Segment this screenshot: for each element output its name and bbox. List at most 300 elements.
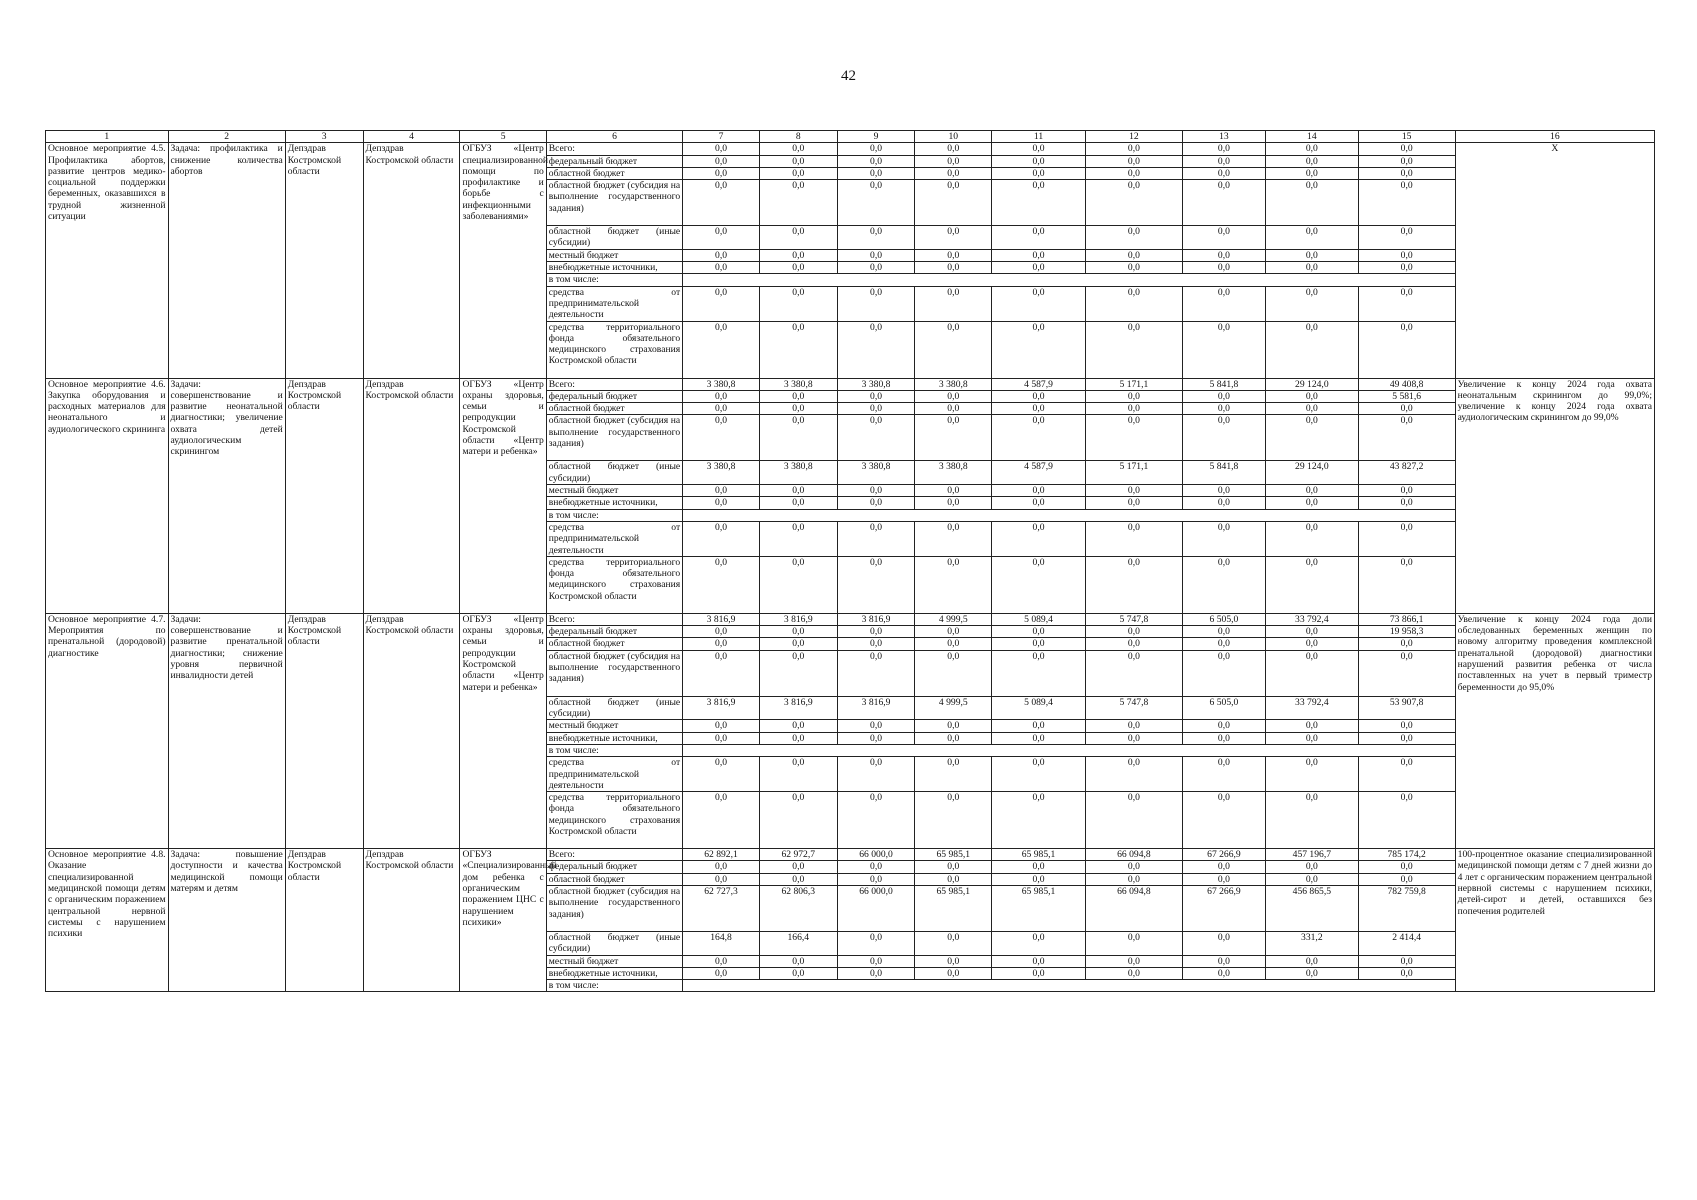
amount-cell: 0,0 <box>1182 226 1265 250</box>
amount-cell: 3 380,8 <box>759 378 837 390</box>
amount-cell: 0,0 <box>1358 249 1455 261</box>
amount-cell: 0,0 <box>759 720 837 732</box>
amount-cell: 0,0 <box>1182 262 1265 274</box>
amount-cell: 0,0 <box>1182 286 1265 321</box>
coordinator-cell: Депздрав Костромской области <box>285 849 363 992</box>
amount-cell: 0,0 <box>915 955 992 967</box>
amount-cell: 43 827,2 <box>1358 461 1455 485</box>
responsible-cell: Депздрав Костромской области <box>363 613 460 848</box>
amount-cell: 0,0 <box>1358 638 1455 650</box>
amount-cell: 0,0 <box>1358 155 1455 167</box>
amount-cell: 0,0 <box>837 497 915 509</box>
amount-cell: 0,0 <box>1358 556 1455 613</box>
amount-cell: 0,0 <box>759 521 837 556</box>
amount-cell: 0,0 <box>915 497 992 509</box>
amount-cell: 0,0 <box>915 226 992 250</box>
amount-cell: 0,0 <box>915 485 992 497</box>
amount-cell: 0,0 <box>915 757 992 792</box>
amount-cell: 0,0 <box>837 556 915 613</box>
amount-cell: 0,0 <box>837 321 915 378</box>
amount-cell: 0,0 <box>759 321 837 378</box>
amount-cell: 0,0 <box>837 967 915 979</box>
amount-cell: 0,0 <box>1085 638 1182 650</box>
amount-cell: 65 985,1 <box>915 849 992 861</box>
amount-cell: 0,0 <box>992 521 1086 556</box>
column-header: 4 <box>363 131 460 143</box>
amount-cell: 0,0 <box>1265 415 1358 461</box>
amount-cell: 0,0 <box>759 955 837 967</box>
amount-cell: 19 958,3 <box>1358 626 1455 638</box>
funding-source-label: в том числе: <box>546 980 682 992</box>
table-row <box>46 613 1655 625</box>
funding-source-label: местный бюджет <box>546 485 682 497</box>
amount-cell: 0,0 <box>759 226 837 250</box>
amount-cell: 0,0 <box>759 861 837 873</box>
funding-source-label: средства от предпринимательской деятельности <box>546 757 682 792</box>
measure-cell: Основное мероприятие 4.6. Закупка оборудования и расходных материалов для неонатального и аудиологического скрининга <box>46 378 169 613</box>
responsible-cell: Депздрав Костромской области <box>363 378 460 613</box>
amount-cell: 0,0 <box>1085 180 1182 226</box>
amount-cell: 0,0 <box>683 403 760 415</box>
amount-cell: 3 816,9 <box>759 613 837 625</box>
amount-cell: 0,0 <box>683 626 760 638</box>
amount-cell: 0,0 <box>759 757 837 792</box>
amount-cell: 0,0 <box>915 931 992 955</box>
amount-cell: 0,0 <box>759 415 837 461</box>
task-cell: Задача: повышение доступности и качества медицинской помощи матерям и детям <box>168 849 285 992</box>
funding-source-label: средства от предпринимательской деятельности <box>546 521 682 556</box>
task-cell: Задачи: совершенствование и развитие пренатальной диагностики; снижение уровня первичной инвалидности детей <box>168 613 285 848</box>
column-header: 6 <box>546 131 682 143</box>
amount-cell: 0,0 <box>992 403 1086 415</box>
amount-cell: 33 792,4 <box>1265 613 1358 625</box>
amount-cell: 66 000,0 <box>837 885 915 931</box>
amount-cell: 0,0 <box>992 262 1086 274</box>
funding-source-label: областной бюджет <box>546 638 682 650</box>
column-header: 7 <box>683 131 760 143</box>
amount-cell: 0,0 <box>837 143 915 155</box>
amount-cell: 0,0 <box>1085 556 1182 613</box>
funding-source-label: федеральный бюджет <box>546 390 682 402</box>
amount-cell: 0,0 <box>915 167 992 179</box>
amount-cell: 0,0 <box>837 249 915 261</box>
amount-cell: 65 985,1 <box>915 885 992 931</box>
amount-cell: 0,0 <box>992 167 1086 179</box>
amount-cell: 0,0 <box>683 180 760 226</box>
amount-cell: 5 581,6 <box>1358 390 1455 402</box>
amount-cell: 0,0 <box>1358 873 1455 885</box>
amount-cell: 0,0 <box>1265 556 1358 613</box>
funding-source-label: средства территориального фонда обязательного медицинского страхования Костромской области <box>546 792 682 849</box>
amount-cell: 4 999,5 <box>915 696 992 720</box>
amount-cell: 0,0 <box>759 180 837 226</box>
executor-cell: ОГБУЗ «Центр специализированной помощи по профилактике и борьбе с инфекционными заболеваниями» <box>460 143 546 378</box>
amount-cell: 0,0 <box>992 321 1086 378</box>
amount-cell: 0,0 <box>837 955 915 967</box>
amount-cell: 0,0 <box>992 732 1086 744</box>
amount-cell: 0,0 <box>915 732 992 744</box>
column-header: 12 <box>1085 131 1182 143</box>
amount-cell: 0,0 <box>1182 626 1265 638</box>
amount-cell: 0,0 <box>683 650 760 696</box>
amount-cell: 0,0 <box>759 873 837 885</box>
amount-cell: 0,0 <box>683 757 760 792</box>
amount-cell: 0,0 <box>1265 167 1358 179</box>
amount-cell: 0,0 <box>915 967 992 979</box>
amount-cell: 0,0 <box>1182 403 1265 415</box>
column-header: 1 <box>46 131 169 143</box>
amount-cell: 0,0 <box>837 415 915 461</box>
amount-cell: 0,0 <box>1182 415 1265 461</box>
amount-cell: 0,0 <box>1265 321 1358 378</box>
amount-cell: 0,0 <box>683 226 760 250</box>
amount-cell: 29 124,0 <box>1265 378 1358 390</box>
empty-amount-cell <box>683 980 1455 992</box>
amount-cell: 0,0 <box>1085 390 1182 402</box>
amount-cell: 6 505,0 <box>1182 613 1265 625</box>
column-header: 16 <box>1455 131 1654 143</box>
amount-cell: 0,0 <box>759 286 837 321</box>
amount-cell: 0,0 <box>837 861 915 873</box>
amount-cell: 0,0 <box>992 955 1086 967</box>
amount-cell: 0,0 <box>1085 143 1182 155</box>
amount-cell: 5 089,4 <box>992 613 1086 625</box>
amount-cell: 0,0 <box>759 650 837 696</box>
amount-cell: 0,0 <box>1265 626 1358 638</box>
funding-source-label: внебюджетные источники, <box>546 732 682 744</box>
amount-cell: 0,0 <box>915 155 992 167</box>
amount-cell: 0,0 <box>837 626 915 638</box>
amount-cell: 0,0 <box>992 415 1086 461</box>
amount-cell: 0,0 <box>1358 521 1455 556</box>
amount-cell: 785 174,2 <box>1358 849 1455 861</box>
funding-source-label: Всего: <box>546 849 682 861</box>
amount-cell: 0,0 <box>1085 167 1182 179</box>
amount-cell: 0,0 <box>1265 143 1358 155</box>
amount-cell: 0,0 <box>1085 403 1182 415</box>
responsible-cell: Депздрав Костромской области <box>363 143 460 378</box>
amount-cell: 0,0 <box>837 638 915 650</box>
amount-cell: 0,0 <box>992 626 1086 638</box>
amount-cell: 0,0 <box>992 720 1086 732</box>
responsible-cell: Депздрав Костромской области <box>363 849 460 992</box>
amount-cell: 0,0 <box>915 650 992 696</box>
amount-cell: 0,0 <box>759 485 837 497</box>
amount-cell: 3 380,8 <box>915 378 992 390</box>
amount-cell: 0,0 <box>1358 720 1455 732</box>
amount-cell: 0,0 <box>992 556 1086 613</box>
amount-cell: 0,0 <box>1358 485 1455 497</box>
amount-cell: 67 266,9 <box>1182 849 1265 861</box>
amount-cell: 0,0 <box>1265 955 1358 967</box>
amount-cell: 0,0 <box>1265 180 1358 226</box>
amount-cell: 5 171,1 <box>1085 378 1182 390</box>
amount-cell: 0,0 <box>837 226 915 250</box>
funding-source-label: областной бюджет (субсидия на выполнение государственного задания) <box>546 180 682 226</box>
amount-cell: 2 414,4 <box>1358 931 1455 955</box>
amount-cell: 3 816,9 <box>837 613 915 625</box>
amount-cell: 0,0 <box>759 732 837 744</box>
amount-cell: 0,0 <box>683 521 760 556</box>
amount-cell: 0,0 <box>992 155 1086 167</box>
amount-cell: 0,0 <box>1265 650 1358 696</box>
amount-cell: 0,0 <box>683 262 760 274</box>
amount-cell: 0,0 <box>837 390 915 402</box>
funding-source-label: в том числе: <box>546 274 682 286</box>
coordinator-cell: Депздрав Костромской области <box>285 613 363 848</box>
amount-cell: 0,0 <box>1182 180 1265 226</box>
funding-source-label: областной бюджет (субсидия на выполнение государственного задания) <box>546 650 682 696</box>
amount-cell: 0,0 <box>683 390 760 402</box>
amount-cell: 331,2 <box>1265 931 1358 955</box>
amount-cell: 0,0 <box>1085 521 1182 556</box>
amount-cell: 0,0 <box>1182 732 1265 744</box>
amount-cell: 0,0 <box>1085 262 1182 274</box>
funding-source-label: федеральный бюджет <box>546 626 682 638</box>
funding-source-label: областной бюджет (иные субсидии) <box>546 696 682 720</box>
funding-source-label: в том числе: <box>546 509 682 521</box>
empty-amount-cell <box>683 744 1455 756</box>
funding-source-label: областной бюджет <box>546 873 682 885</box>
amount-cell: 0,0 <box>1182 861 1265 873</box>
amount-cell: 0,0 <box>915 262 992 274</box>
amount-cell: 0,0 <box>683 720 760 732</box>
amount-cell: 0,0 <box>915 638 992 650</box>
amount-cell: 3 380,8 <box>837 461 915 485</box>
amount-cell: 66 094,8 <box>1085 849 1182 861</box>
header-row <box>46 131 1655 143</box>
amount-cell: 0,0 <box>992 638 1086 650</box>
amount-cell: 0,0 <box>915 180 992 226</box>
column-header: 9 <box>837 131 915 143</box>
amount-cell: 0,0 <box>1182 497 1265 509</box>
amount-cell: 0,0 <box>759 792 837 849</box>
amount-cell: 0,0 <box>1265 873 1358 885</box>
amount-cell: 0,0 <box>1265 485 1358 497</box>
amount-cell: 0,0 <box>1085 497 1182 509</box>
amount-cell: 5 747,8 <box>1085 696 1182 720</box>
amount-cell: 0,0 <box>1265 497 1358 509</box>
expected-result-cell: X <box>1455 143 1654 378</box>
amount-cell: 0,0 <box>837 720 915 732</box>
amount-cell: 0,0 <box>992 861 1086 873</box>
measure-cell: Основное мероприятие 4.8. Оказание специализированной медицинской помощи детям с органическим поражением центральной нервной системы с нарушением психики <box>46 849 169 992</box>
funding-source-label: внебюджетные источники, <box>546 497 682 509</box>
funding-source-label: местный бюджет <box>546 955 682 967</box>
amount-cell: 0,0 <box>1265 390 1358 402</box>
amount-cell: 0,0 <box>1358 967 1455 979</box>
amount-cell: 29 124,0 <box>1265 461 1358 485</box>
amount-cell: 0,0 <box>992 390 1086 402</box>
amount-cell: 0,0 <box>1182 521 1265 556</box>
amount-cell: 0,0 <box>837 732 915 744</box>
funding-source-label: средства территориального фонда обязательного медицинского страхования Костромской области <box>546 321 682 378</box>
funding-source-label: областной бюджет (иные субсидии) <box>546 461 682 485</box>
amount-cell: 0,0 <box>915 556 992 613</box>
amount-cell: 164,8 <box>683 931 760 955</box>
column-header: 15 <box>1358 131 1455 143</box>
amount-cell: 0,0 <box>1085 757 1182 792</box>
amount-cell: 0,0 <box>1085 792 1182 849</box>
amount-cell: 0,0 <box>992 180 1086 226</box>
coordinator-cell: Депздрав Костромской области <box>285 378 363 613</box>
amount-cell: 0,0 <box>1265 286 1358 321</box>
amount-cell: 0,0 <box>1358 286 1455 321</box>
amount-cell: 5 841,8 <box>1182 378 1265 390</box>
table-row <box>46 849 1655 861</box>
amount-cell: 0,0 <box>683 792 760 849</box>
amount-cell: 0,0 <box>1085 415 1182 461</box>
amount-cell: 0,0 <box>992 249 1086 261</box>
amount-cell: 0,0 <box>1358 321 1455 378</box>
amount-cell: 0,0 <box>1265 967 1358 979</box>
amount-cell: 0,0 <box>759 155 837 167</box>
amount-cell: 0,0 <box>759 497 837 509</box>
amount-cell: 0,0 <box>1182 792 1265 849</box>
amount-cell: 0,0 <box>837 155 915 167</box>
amount-cell: 0,0 <box>1085 861 1182 873</box>
amount-cell: 0,0 <box>915 792 992 849</box>
amount-cell: 0,0 <box>1085 931 1182 955</box>
amount-cell: 0,0 <box>759 143 837 155</box>
amount-cell: 0,0 <box>1182 720 1265 732</box>
amount-cell: 0,0 <box>992 931 1086 955</box>
amount-cell: 3 816,9 <box>683 696 760 720</box>
amount-cell: 0,0 <box>1085 485 1182 497</box>
measure-cell: Основное мероприятие 4.5. Профилактика абортов, развитие центров медико-социальной поддержки беременных, оказавшихся в трудной жизненной ситуации <box>46 143 169 378</box>
amount-cell: 0,0 <box>992 143 1086 155</box>
amount-cell: 0,0 <box>992 757 1086 792</box>
amount-cell: 0,0 <box>915 390 992 402</box>
empty-amount-cell <box>683 274 1455 286</box>
amount-cell: 0,0 <box>1265 226 1358 250</box>
column-header: 5 <box>460 131 546 143</box>
executor-cell: ОГБУЗ «Специализированный дом ребенка с органическим поражением ЦНС с нарушением психики» <box>460 849 546 992</box>
amount-cell: 0,0 <box>837 931 915 955</box>
funding-source-label: областной бюджет (иные субсидии) <box>546 226 682 250</box>
amount-cell: 0,0 <box>1358 861 1455 873</box>
task-cell: Задача: профилактика и снижение количества абортов <box>168 143 285 378</box>
amount-cell: 457 196,7 <box>1265 849 1358 861</box>
amount-cell: 0,0 <box>1358 403 1455 415</box>
funding-source-label: средства территориального фонда обязательного медицинского страхования Костромской области <box>546 556 682 613</box>
amount-cell: 49 408,8 <box>1358 378 1455 390</box>
amount-cell: 0,0 <box>1182 650 1265 696</box>
amount-cell: 782 759,8 <box>1358 885 1455 931</box>
amount-cell: 0,0 <box>1182 556 1265 613</box>
amount-cell: 3 380,8 <box>759 461 837 485</box>
amount-cell: 0,0 <box>683 732 760 744</box>
amount-cell: 4 999,5 <box>915 613 992 625</box>
funding-source-label: Всего: <box>546 378 682 390</box>
amount-cell: 0,0 <box>1182 757 1265 792</box>
amount-cell: 3 380,8 <box>683 461 760 485</box>
funding-source-label: федеральный бюджет <box>546 155 682 167</box>
amount-cell: 0,0 <box>683 497 760 509</box>
column-header: 3 <box>285 131 363 143</box>
amount-cell: 0,0 <box>1085 249 1182 261</box>
amount-cell: 0,0 <box>1265 638 1358 650</box>
amount-cell: 0,0 <box>992 485 1086 497</box>
amount-cell: 0,0 <box>1085 955 1182 967</box>
funding-source-label: местный бюджет <box>546 720 682 732</box>
amount-cell: 0,0 <box>992 967 1086 979</box>
amount-cell: 0,0 <box>1085 155 1182 167</box>
amount-cell: 3 816,9 <box>837 696 915 720</box>
amount-cell: 5 171,1 <box>1085 461 1182 485</box>
amount-cell: 0,0 <box>1265 521 1358 556</box>
amount-cell: 4 587,9 <box>992 378 1086 390</box>
amount-cell: 0,0 <box>837 180 915 226</box>
amount-cell: 3 380,8 <box>683 378 760 390</box>
amount-cell: 62 806,3 <box>759 885 837 931</box>
amount-cell: 0,0 <box>1265 262 1358 274</box>
amount-cell: 66 000,0 <box>837 849 915 861</box>
amount-cell: 0,0 <box>837 757 915 792</box>
amount-cell: 0,0 <box>1182 967 1265 979</box>
amount-cell: 0,0 <box>1182 390 1265 402</box>
amount-cell: 0,0 <box>992 792 1086 849</box>
amount-cell: 0,0 <box>1182 155 1265 167</box>
amount-cell: 0,0 <box>683 167 760 179</box>
amount-cell: 0,0 <box>759 249 837 261</box>
amount-cell: 0,0 <box>1358 415 1455 461</box>
amount-cell: 0,0 <box>683 967 760 979</box>
amount-cell: 62 972,7 <box>759 849 837 861</box>
amount-cell: 0,0 <box>837 873 915 885</box>
amount-cell: 0,0 <box>915 720 992 732</box>
page-number: 42 <box>841 68 856 84</box>
amount-cell: 0,0 <box>1182 485 1265 497</box>
executor-cell: ОГБУЗ «Центр охраны здоровья, семьи и репродукции Костромской области «Центр матери и ребенка» <box>460 378 546 613</box>
amount-cell: 0,0 <box>1085 732 1182 744</box>
amount-cell: 62 727,3 <box>683 885 760 931</box>
funding-source-label: областной бюджет <box>546 403 682 415</box>
amount-cell: 0,0 <box>759 167 837 179</box>
expected-result-cell: Увеличение к концу 2024 года доли обследованных беременных женщин по новому алгоритму проведения комплексной пренатальной (дородовой) диагностики нарушений развития ребенка от числа поставленных на учет в первый триместр беременности до 95,0% <box>1455 613 1654 848</box>
amount-cell: 0,0 <box>1265 155 1358 167</box>
amount-cell: 0,0 <box>1358 180 1455 226</box>
amount-cell: 0,0 <box>915 403 992 415</box>
amount-cell: 0,0 <box>1358 143 1455 155</box>
amount-cell: 0,0 <box>1265 757 1358 792</box>
amount-cell: 0,0 <box>915 861 992 873</box>
amount-cell: 0,0 <box>1358 792 1455 849</box>
amount-cell: 0,0 <box>1182 321 1265 378</box>
funding-source-label: местный бюджет <box>546 249 682 261</box>
amount-cell: 0,0 <box>915 286 992 321</box>
funding-source-label: в том числе: <box>546 744 682 756</box>
funding-source-label: областной бюджет (иные субсидии) <box>546 931 682 955</box>
budget-table <box>45 130 1655 992</box>
amount-cell: 0,0 <box>683 861 760 873</box>
amount-cell: 0,0 <box>1182 955 1265 967</box>
amount-cell: 0,0 <box>837 286 915 321</box>
amount-cell: 67 266,9 <box>1182 885 1265 931</box>
amount-cell: 0,0 <box>759 626 837 638</box>
amount-cell: 0,0 <box>1085 873 1182 885</box>
amount-cell: 5 841,8 <box>1182 461 1265 485</box>
amount-cell: 0,0 <box>1182 873 1265 885</box>
amount-cell: 0,0 <box>837 521 915 556</box>
column-header: 14 <box>1265 131 1358 143</box>
amount-cell: 0,0 <box>1265 732 1358 744</box>
amount-cell: 3 380,8 <box>915 461 992 485</box>
amount-cell: 62 892,1 <box>683 849 760 861</box>
amount-cell: 0,0 <box>1265 249 1358 261</box>
amount-cell: 0,0 <box>915 626 992 638</box>
column-header: 13 <box>1182 131 1265 143</box>
